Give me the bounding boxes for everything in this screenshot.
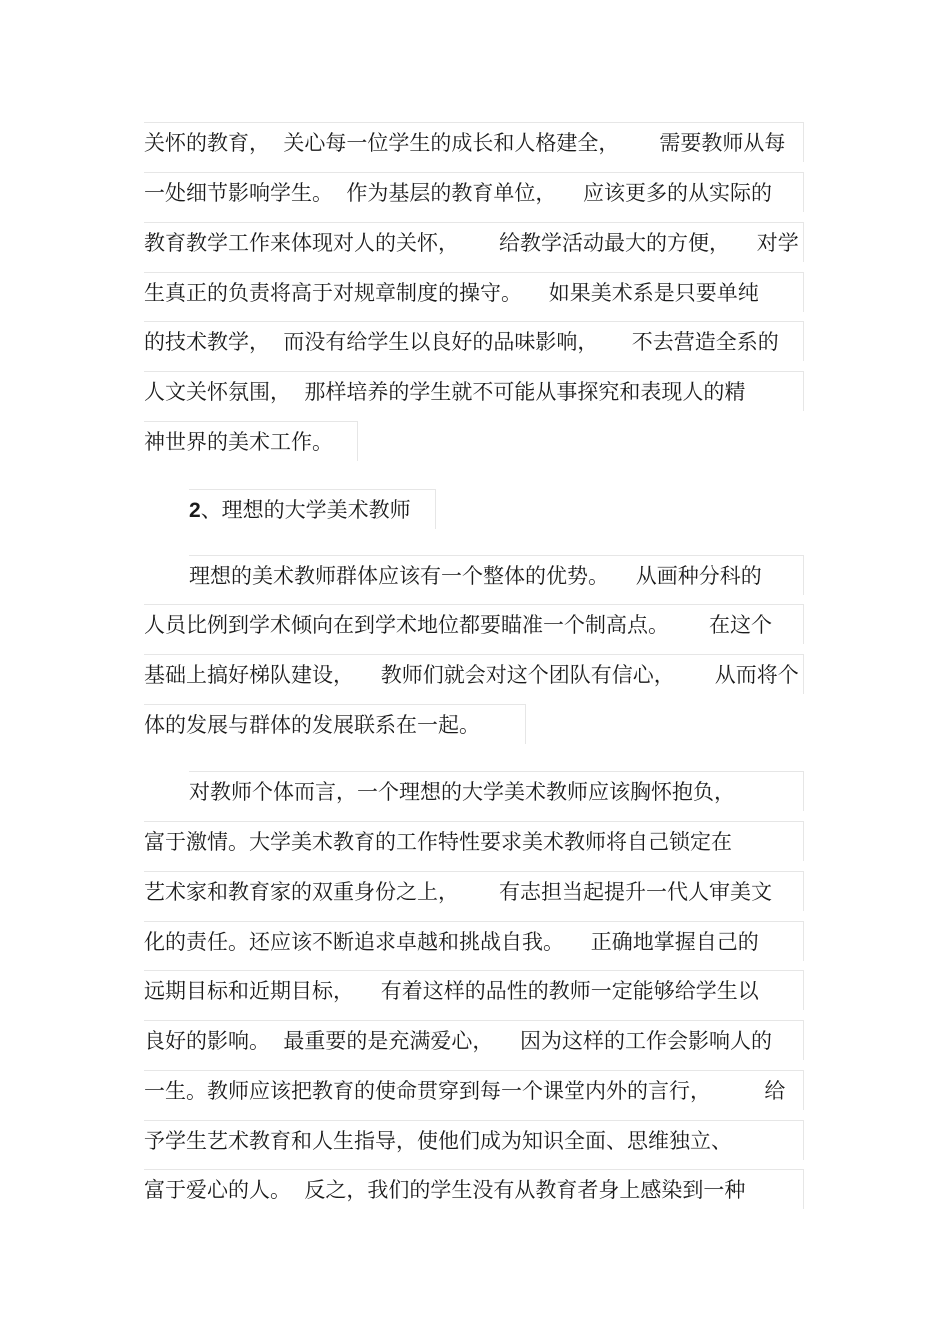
- text-line: 理想的美术教师群体应该有一个整体的优势。 从画种分科的: [189, 555, 804, 595]
- text-line: 关怀的教育， 关心每一位学生的成长和人格建全， 需要教师从每: [144, 122, 804, 162]
- text-line: 神世界的美术工作。: [144, 421, 358, 461]
- text-line: 生真正的负责将高于对规章制度的操守。 如果美术系是只要单纯: [144, 272, 804, 312]
- text-line: 富于爱心的人。 反之，我们的学生没有从教育者身上感染到一种: [144, 1169, 804, 1209]
- text-line: 体的发展与群体的发展联系在一起。: [144, 704, 526, 744]
- text-line: 化的责任。还应该不断追求卓越和挑战自我。 正确地掌握自己的: [144, 921, 804, 961]
- text-line: 良好的影响。 最重要的是充满爱心， 因为这样的工作会影响人的: [144, 1020, 804, 1060]
- text-line: 对教师个体而言，一个理想的大学美术教师应该胸怀抱负，: [189, 771, 804, 811]
- text-line: 教育教学工作来体现对人的关怀， 给教学活动最大的方便， 对学: [144, 222, 804, 262]
- text-line: 远期目标和近期目标， 有着这样的品性的教师一定能够给学生以: [144, 970, 804, 1010]
- section-number: 2: [189, 499, 201, 522]
- text-line: 的技术教学， 而没有给学生以良好的品味影响， 不去营造全系的: [144, 321, 804, 361]
- text-line: 艺术家和教育家的双重身份之上， 有志担当起提升一代人审美文: [144, 871, 804, 911]
- text-line: 富于激情。大学美术教育的工作特性要求美术教师将自己锁定在: [144, 821, 804, 861]
- section-title: 、理想的大学美术教师: [200, 498, 411, 522]
- text-line: 予学生艺术教育和人生指导，使他们成为知识全面、思维独立、: [144, 1120, 804, 1160]
- section-heading: [189, 489, 436, 529]
- text-line: 基础上搞好梯队建设， 教师们就会对这个团队有信心， 从而将个: [144, 654, 804, 694]
- text-line: 人员比例到学术倾向在到学术地位都要瞄准一个制高点。 在这个: [144, 604, 804, 644]
- text-line: 人文关怀氛围， 那样培养的学生就不可能从事探究和表现人的精: [144, 371, 804, 411]
- text-line: 一生。教师应该把教育的使命贯穿到每一个课堂内外的言行， 给: [144, 1070, 804, 1110]
- text-line: 一处细节影响学生。 作为基层的教育单位， 应该更多的从实际的: [144, 172, 804, 212]
